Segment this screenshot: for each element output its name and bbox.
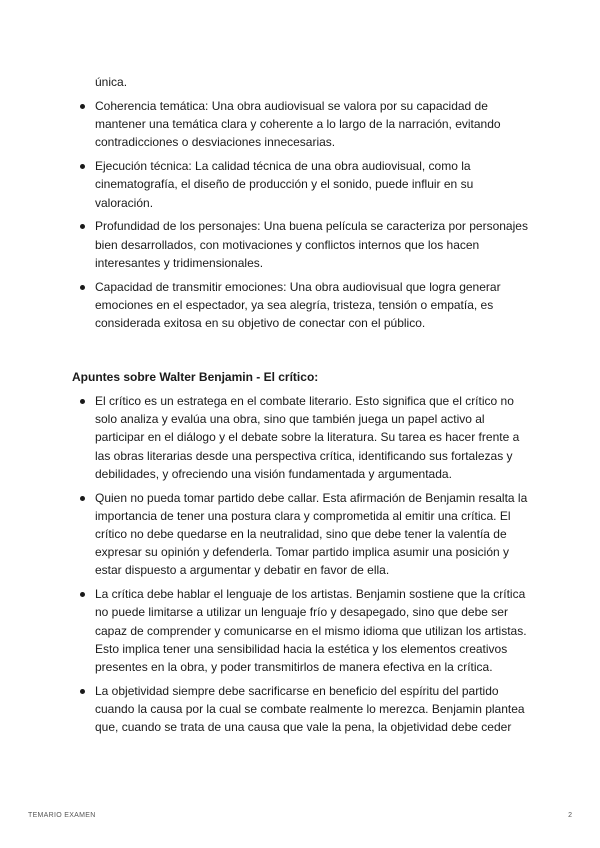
list-item-text: El crítico es un estratega en el combate literario. Esto significa que el crítico no solo analiza y evalúa una obra, sino que también juega un papel activo al participar en el diálogo y el debate sobre la literatura. Su tarea es hacer frente a las obras literarias desde una perspectiva crítica, identificando sus fortalezas y debilidades, y ofreciendo una visión fundamentada y argumentada. xyxy=(95,394,520,481)
footer-title: TEMARIO EXAMEN xyxy=(28,812,96,819)
bullet-icon xyxy=(80,104,85,109)
list-item-text: La objetividad siempre debe sacrificarse en beneficio del espíritu del partido cuando la causa por la cual se combate realmente lo merezca. Benjamin plantea que, cuando se trata de una causa que vale la pena, la objetividad debe ceder xyxy=(95,683,525,735)
list-item xyxy=(78,585,528,676)
list-item-text: Coherencia temática: Una obra audiovisual se valora por su capacidad de mantener una temática clara y coherente a lo largo de la narración, evitando contradicciones o desviaciones innecesarias. xyxy=(95,99,501,150)
list-item-text: Ejecución técnica: La calidad técnica de una obra audiovisual, como la cinematografía, el diseño de producción y el sonido, puede influir en su valoración. xyxy=(95,159,474,210)
bullet-icon xyxy=(80,224,85,229)
list-item-text: Quien no pueda tomar partido debe callar. Esta afirmación de Benjamin resalta la importancia de tener una postura clara y comprometida al emitir una crítica. El crítico no debe quedarse en la neutralidad, sino que debe tener la valentía de expresar su opinión y defenderla. Tomar partido implica asumir una posición y estar dispuesto a argumentar y debatir en favor de ella. xyxy=(95,490,528,578)
benjamin-notes-list xyxy=(78,392,528,742)
criteria-list xyxy=(78,97,528,338)
list-item-text: Profundidad de los personajes: Una buena película se caracteriza por personajes bien desarrollados, con motivaciones y conflictos internos que los hacen interesantes y tridimensionales. xyxy=(95,219,528,270)
list-item-text: Capacidad de transmitir emociones: Una obra audiovisual que logra generar emociones en el espectador, ya sea alegría, tristeza, tensión o empatía, es considerada exitosa en su objetivo de conectar con el público. xyxy=(95,279,501,331)
list-item xyxy=(78,157,528,212)
bullet-icon xyxy=(80,285,85,290)
list-item xyxy=(78,217,528,272)
list-item xyxy=(78,392,528,483)
bullet-icon xyxy=(80,164,85,169)
list-item xyxy=(78,278,528,333)
bullet-icon xyxy=(80,689,85,694)
list-item xyxy=(78,489,528,580)
bullet-icon xyxy=(80,592,85,597)
list-item xyxy=(78,97,528,152)
continuation-text: única. xyxy=(95,75,128,89)
section-heading: Apuntes sobre Walter Benjamin - El crítico: xyxy=(72,370,319,384)
bullet-icon xyxy=(80,496,85,501)
page-number: 2 xyxy=(568,812,572,819)
bullet-icon xyxy=(80,399,85,404)
list-item xyxy=(78,682,528,737)
list-item-text: La crítica debe hablar el lenguaje de los artistas. Benjamin sostiene que la crítica no puede limitarse a utilizar un lenguaje frío y desapegado, sino que debe ser capaz de comprender y comunicarse en el mismo idioma que utilizan los artistas. Esto implica tener una sensibilidad hacia la estética y los elementos creativos presentes en la obra, y poder transmitirlos de manera efectiva en la crítica. xyxy=(95,587,527,675)
